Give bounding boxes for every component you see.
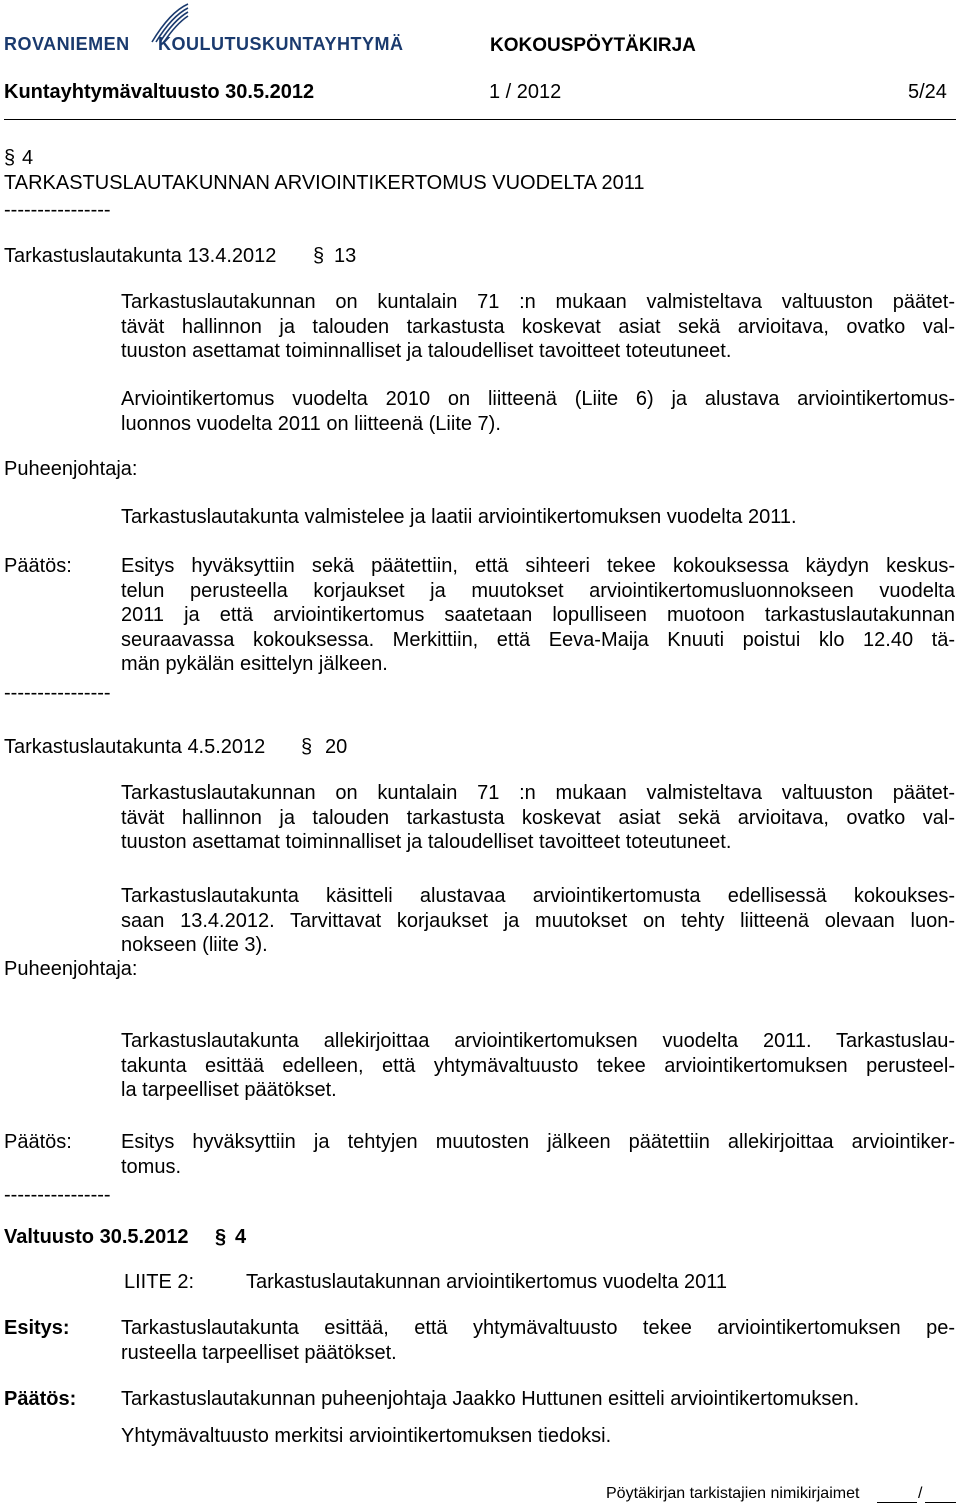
section-symbol: § [4, 147, 16, 169]
text-line: tuuston asettamat toiminnalliset ja taloudelliset tavoitteet toteutuneet. [121, 831, 732, 853]
text-line: nokseen (liite 3). [121, 934, 268, 956]
text-line: seuraavassa kokouksessa. Merkittiin, että Eeva-Maija Knuuti poistui klo 12.40 tä- [121, 628, 955, 651]
section-symbol: § [313, 245, 325, 267]
text-line: luonnos vuodelta 2011 on liitteenä (Liite 7). [121, 412, 501, 435]
text-line: tuuston asettamat toiminnalliset ja taloudelliset tavoitteet toteutuneet. [121, 340, 732, 362]
separator: ---------------- [4, 199, 111, 221]
logo-right-text: KOULUTUSKUNTAYHTYMÄ [158, 34, 404, 54]
doc-type: KOKOUSPÖYTÄKIRJA [490, 35, 696, 56]
committee-sec: 20 [325, 736, 348, 758]
paragraph [121, 290, 955, 364]
header-rule [4, 119, 956, 120]
text-line: Tarkastuslautakunnan on kuntalain 71 :n mukaan valmisteltava valtuuston päätet- [121, 782, 955, 804]
text-line: saan 13.4.2012. Tarvittavat korjaukset ja muutokset on tehty liitteenä olevaan luon- [121, 909, 955, 932]
text-line: tävät hallinnon ja talouden tarkastusta koskevat asiat sekä arvioitava, ovatko val- [121, 315, 955, 338]
text-line: Tarkastuslautakunnan on kuntalain 71 :n mukaan valmisteltava valtuuston päätet- [121, 291, 955, 313]
attachment-label: LIITE 2: [124, 1271, 195, 1293]
paragraph [121, 781, 955, 855]
paragraph [121, 387, 955, 436]
council-ref: Valtuusto 30.5.2012 [4, 1226, 189, 1248]
separator: ---------------- [4, 1184, 111, 1206]
text-line: Esitys hyväksyttiin sekä päätettiin, että sihteeri tekee kokouksessa käydyn keskus- [121, 555, 955, 577]
text-line: Esitys hyväksyttiin ja tehtyjen muutosten jälkeen päätettiin allekirjoittaa arviointiker- [121, 1131, 955, 1153]
section-title: TARKASTUSLAUTAKUNNAN ARVIOINTIKERTOMUS VUODELTA 2011 [4, 172, 645, 194]
section-symbol: § [215, 1226, 227, 1248]
section-number: 4 [22, 147, 34, 169]
chair-text [121, 1029, 955, 1103]
text-line: 2011 ja että arviointikertomus saatetaan lopulliseen muotoon tarkastuslautakunnan [121, 604, 955, 626]
text-line: tävät hallinnon ja talouden tarkastusta koskevat asiat sekä arvioitava, ovatko val- [121, 806, 955, 829]
text-line: takunta esittää edelleen, että yhtymävaltuusto tekee arviointikertomuksen perusteel- [121, 1054, 955, 1077]
text-line: Tarkastuslautakunta esittää, että yhtymävaltuusto tekee arviointikertomuksen pe- [121, 1317, 955, 1339]
page-number: 5/24 [908, 81, 947, 103]
text-line: telun perusteella korjaukset ja muutokset arviointikertomusluonnokseen vuodelta [121, 579, 955, 602]
attachment-text: Tarkastuslautakunnan arviointikertomus vuodelta 2011 [246, 1271, 728, 1293]
separator: ---------------- [4, 682, 111, 704]
text-line: män pykälän esittelyn jälkeen. [121, 653, 388, 675]
text-line: rusteella tarpeelliset päätökset. [121, 1341, 397, 1364]
decision-label: Päätös: [4, 555, 72, 577]
meeting-title: Kuntayhtymävaltuusto 30.5.2012 [4, 81, 315, 103]
text-line: tomus. [121, 1155, 182, 1178]
text-line: Tarkastuslautakunta käsitteli alustavaa arviointikertomusta edellisessä kokoukses- [121, 885, 955, 907]
signature-line [877, 1502, 917, 1503]
text-line: Arviointikertomus vuodelta 2010 on liitteenä (Liite 6) ja alustava arviointikertomus- [121, 388, 955, 410]
decision-text [121, 554, 955, 677]
text-line: Tarkastuslautakunta allekirjoittaa arviointikertomuksen vuodelta 2011. Tarkastuslau- [121, 1030, 955, 1052]
proposal-text [121, 1316, 955, 1365]
decision-text: Yhtymävaltuusto merkitsi arviointikertomuksen tiedoksi. [121, 1425, 612, 1447]
decision-label: Päätös: [4, 1388, 77, 1410]
decision-label: Päätös: [4, 1131, 72, 1153]
chair-label: Puheenjohtaja: [4, 458, 138, 480]
footer-slash: / [918, 1485, 923, 1502]
chair-label: Puheenjohtaja: [4, 958, 138, 980]
logo-left-text: ROVANIEMEN [4, 34, 130, 54]
committee-ref: Tarkastuslautakunta 4.5.2012 [4, 736, 266, 758]
decision-text: Tarkastuslautakunnan puheenjohtaja Jaakko Huttunen esitteli arviointikertomuksen. [121, 1388, 860, 1410]
meeting-number: 1 / 2012 [489, 81, 562, 103]
decision-text [121, 1130, 955, 1179]
committee-ref: Tarkastuslautakunta 13.4.2012 [4, 245, 277, 267]
chair-text: Tarkastuslautakunta valmistelee ja laatii arviointikertomuksen vuodelta 2011. [121, 506, 797, 528]
committee-sec: 13 [334, 245, 357, 267]
proposal-label: Esitys: [4, 1317, 70, 1339]
paragraph [121, 884, 955, 958]
footer-signature-label: Pöytäkirjan tarkistajien nimikirjaimet [606, 1485, 860, 1502]
signature-line [925, 1502, 956, 1503]
council-sec: 4 [235, 1226, 247, 1248]
section-symbol: § [301, 736, 313, 758]
text-line: la tarpeelliset päätökset. [121, 1079, 337, 1101]
